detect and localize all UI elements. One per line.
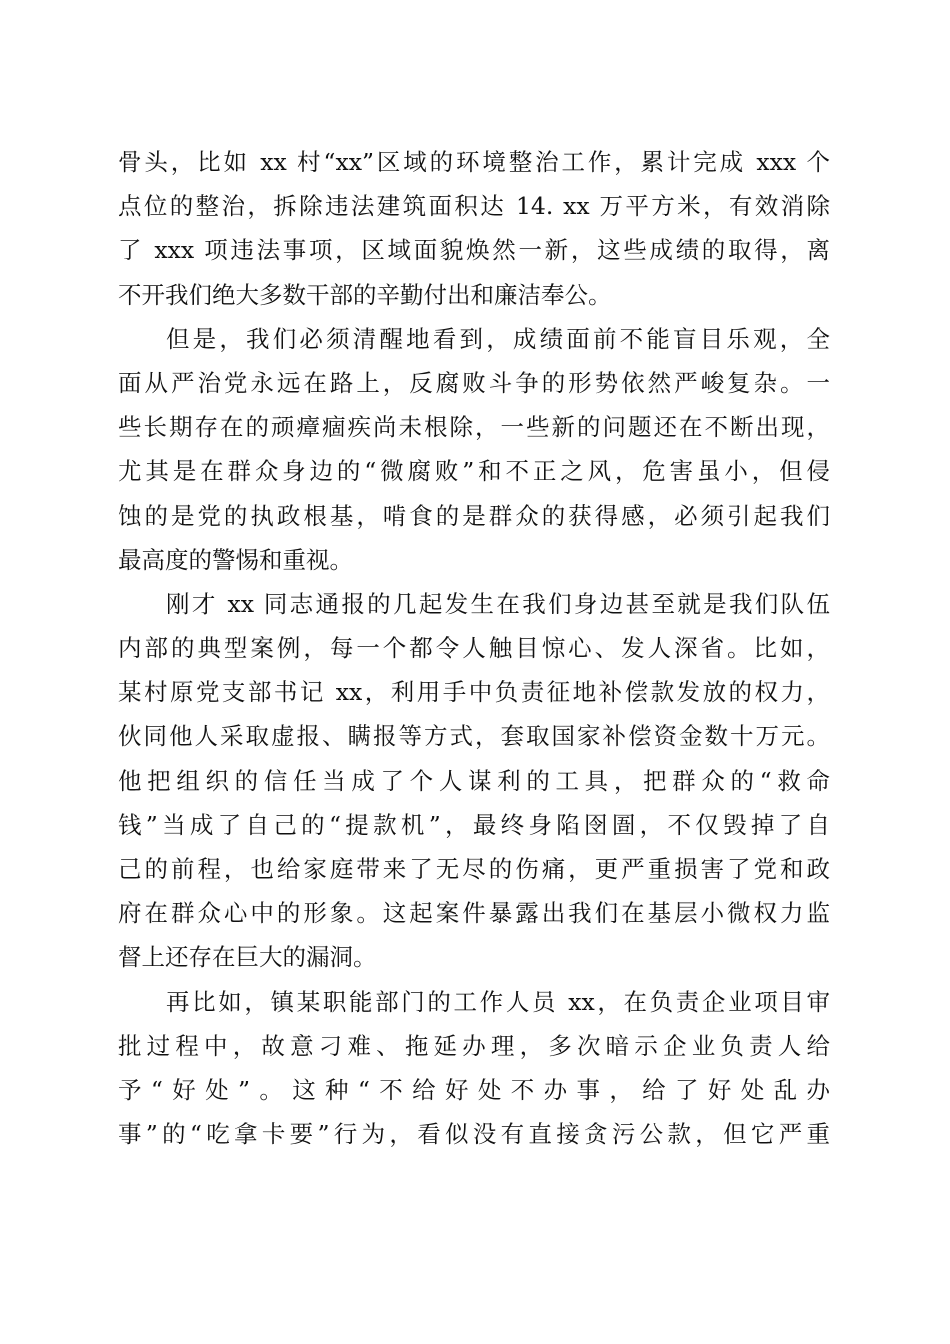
text-line: 骨头，比如 xx 村“xx”区域的环境整治工作，累计完成 xxx 个 — [118, 148, 830, 176]
text-line: 刚才 xx 同志通报的几起发生在我们身边甚至就是我们队伍 — [166, 589, 830, 618]
text-line: 事”的“吃拿卡要”行为，看似没有直接贪污公款，但它严重 — [118, 1120, 830, 1149]
text-line: 尤其是在群众身边的“微腐败”和不正之风，危害虽小，但侵 — [118, 457, 830, 486]
text-line: 面从严治党永远在路上，反腐败斗争的形势依然严峻复杂。一 — [118, 368, 830, 397]
text-line: 再比如，镇某职能部门的工作人员 xx，在负责企业项目审 — [166, 987, 830, 1016]
document-body — [118, 140, 830, 1156]
text-line: 督上还存在巨大的漏洞。 — [118, 943, 377, 972]
text-line: 予“好处”。这种“不给好处不办事，给了好处乱办 — [118, 1075, 830, 1104]
text-line: 内部的典型案例，每一个都令人触目惊心、发人深省。比如， — [118, 634, 830, 663]
text-line: 批过程中，故意刁难、拖延办理，多次暗示企业负责人给 — [118, 1031, 830, 1060]
text-line: 些长期存在的顽瘴痼疾尚未根除，一些新的问题还在不断出现， — [118, 413, 830, 442]
text-line: 钱”当成了自己的“提款机”，最终身陷囹圄，不仅毁掉了自 — [118, 810, 830, 839]
text-line: 但是，我们必须清醒地看到，成绩面前不能盲目乐观，全 — [166, 324, 830, 353]
text-line: 伙同他人采取虚报、瞒报等方式，套取国家补偿资金数十万元。 — [118, 722, 830, 751]
text-line: 府在群众心中的形象。这起案件暴露出我们在基层小微权力监 — [118, 899, 830, 928]
text-line: 最高度的警惕和重视。 — [118, 545, 353, 574]
text-line: 某村原党支部书记 xx，利用手中负责征地补偿款发放的权力， — [118, 678, 830, 707]
text-line: 不开我们绝大多数干部的辛勤付出和廉洁奉公。 — [118, 280, 612, 309]
text-line: 点位的整治，拆除违法建筑面积达 14. xx 万平方米，有效消除 — [118, 192, 830, 221]
text-line: 了 xxx 项违法事项，区域面貌焕然一新，这些成绩的取得，离 — [118, 236, 830, 265]
text-line: 蚀的是党的执政根基，啃食的是群众的获得感，必须引起我们 — [118, 501, 830, 530]
text-line: 己的前程，也给家庭带来了无尽的伤痛，更严重损害了党和政 — [118, 855, 830, 883]
text-line: 他把组织的信任当成了个人谋利的工具，把群众的“救命 — [118, 766, 830, 795]
